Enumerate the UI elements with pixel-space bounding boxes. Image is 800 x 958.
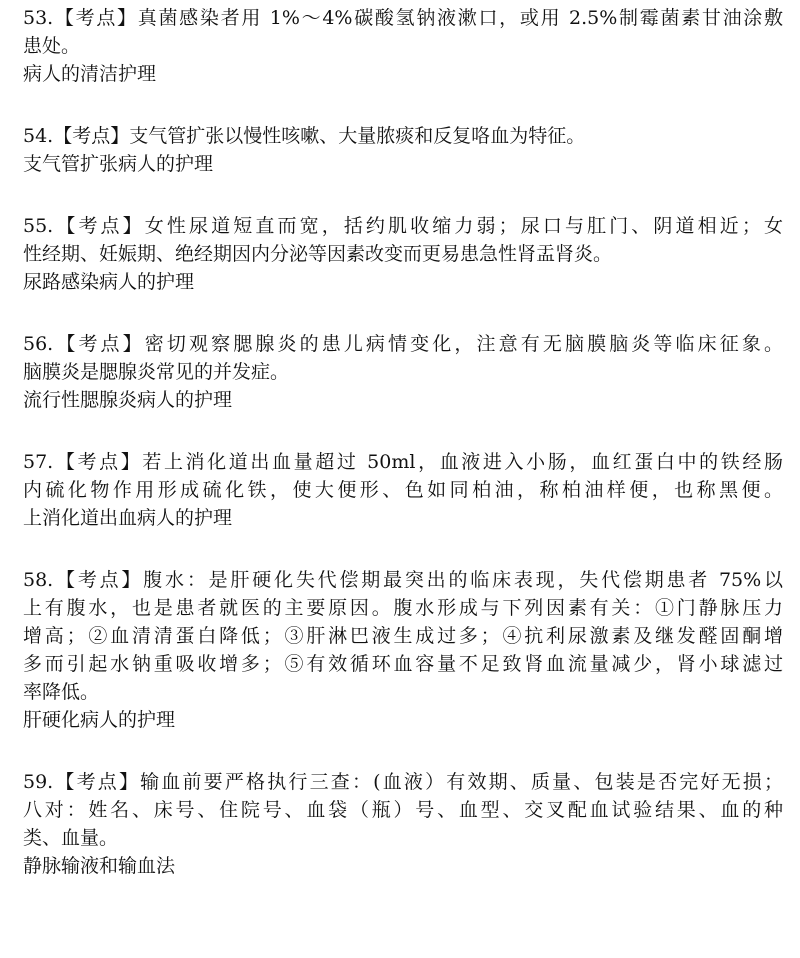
- entry-line: 率降低。: [23, 681, 100, 703]
- entry-line: 56.【考点】密切观察腮腺炎的患儿病情变化，注意有无脑膜脑炎等临床征象。: [23, 333, 783, 355]
- entry-56: [23, 330, 783, 414]
- entry-topic: 尿路感染病人的护理: [23, 271, 195, 293]
- entry-line: 59.【考点】输血前要严格执行三查：(血液）有效期、质量、包装是否完好无损；: [23, 771, 783, 793]
- entry-line: 患处。: [23, 35, 81, 57]
- entry-line: 53.【考点】真菌感染者用 1%～4%碳酸氢钠液漱口，或用 2.5%制霉菌素甘油涂敷: [23, 7, 783, 29]
- entry-54: [23, 122, 783, 178]
- entry-line: 多而引起水钠重吸收增多；⑤有效循环血容量不足致肾血流量减少，肾小球滤过: [23, 653, 783, 675]
- entry-topic: 流行性腮腺炎病人的护理: [23, 389, 233, 411]
- document-page: [23, 4, 783, 914]
- entry-line: 55.【考点】女性尿道短直而宽，括约肌收缩力弱；尿口与肛门、阴道相近；女: [23, 215, 783, 237]
- entry-line: 类、血量。: [23, 827, 119, 849]
- entry-line: 增高；②血清清蛋白降低；③肝淋巴液生成过多；④抗利尿激素及继发醛固酮增: [23, 625, 783, 647]
- entry-line: 脑膜炎是腮腺炎常见的并发症。: [23, 361, 290, 383]
- entry-topic: 静脉输液和输血法: [23, 855, 176, 877]
- entry-53: [23, 4, 783, 88]
- entry-line: 57.【考点】若上消化道出血量超过 50ml，血液进入小肠，血红蛋白中的铁经肠: [23, 451, 783, 473]
- entry-line: 上有腹水，也是患者就医的主要原因。腹水形成与下列因素有关：①门静脉压力: [23, 597, 783, 619]
- entry-55: [23, 212, 783, 296]
- entry-topic: 肝硬化病人的护理: [23, 709, 176, 731]
- entry-line: 54.【考点】支气管扩张以慢性咳嗽、大量脓痰和反复咯血为特征。: [23, 125, 586, 147]
- entry-line: 八对：姓名、床号、住院号、血袋（瓶）号、血型、交叉配血试验结果、血的种: [23, 799, 783, 821]
- entry-line: 内硫化物作用形成硫化铁，使大便形、色如同柏油，称柏油样便，也称黑便。: [23, 479, 783, 501]
- entry-line: 性经期、妊娠期、绝经期因内分泌等因素改变而更易患急性肾盂肾炎。: [23, 243, 613, 265]
- entry-topic: 支气管扩张病人的护理: [23, 153, 214, 175]
- entry-topic: 病人的清洁护理: [23, 63, 157, 85]
- entry-line: 58.【考点】腹水：是肝硬化失代偿期最突出的临床表现，失代偿期患者 75%以: [23, 569, 783, 591]
- entry-58: [23, 566, 783, 734]
- entry-topic: 上消化道出血病人的护理: [23, 507, 233, 529]
- entry-57: [23, 448, 783, 532]
- entry-59: [23, 768, 783, 880]
